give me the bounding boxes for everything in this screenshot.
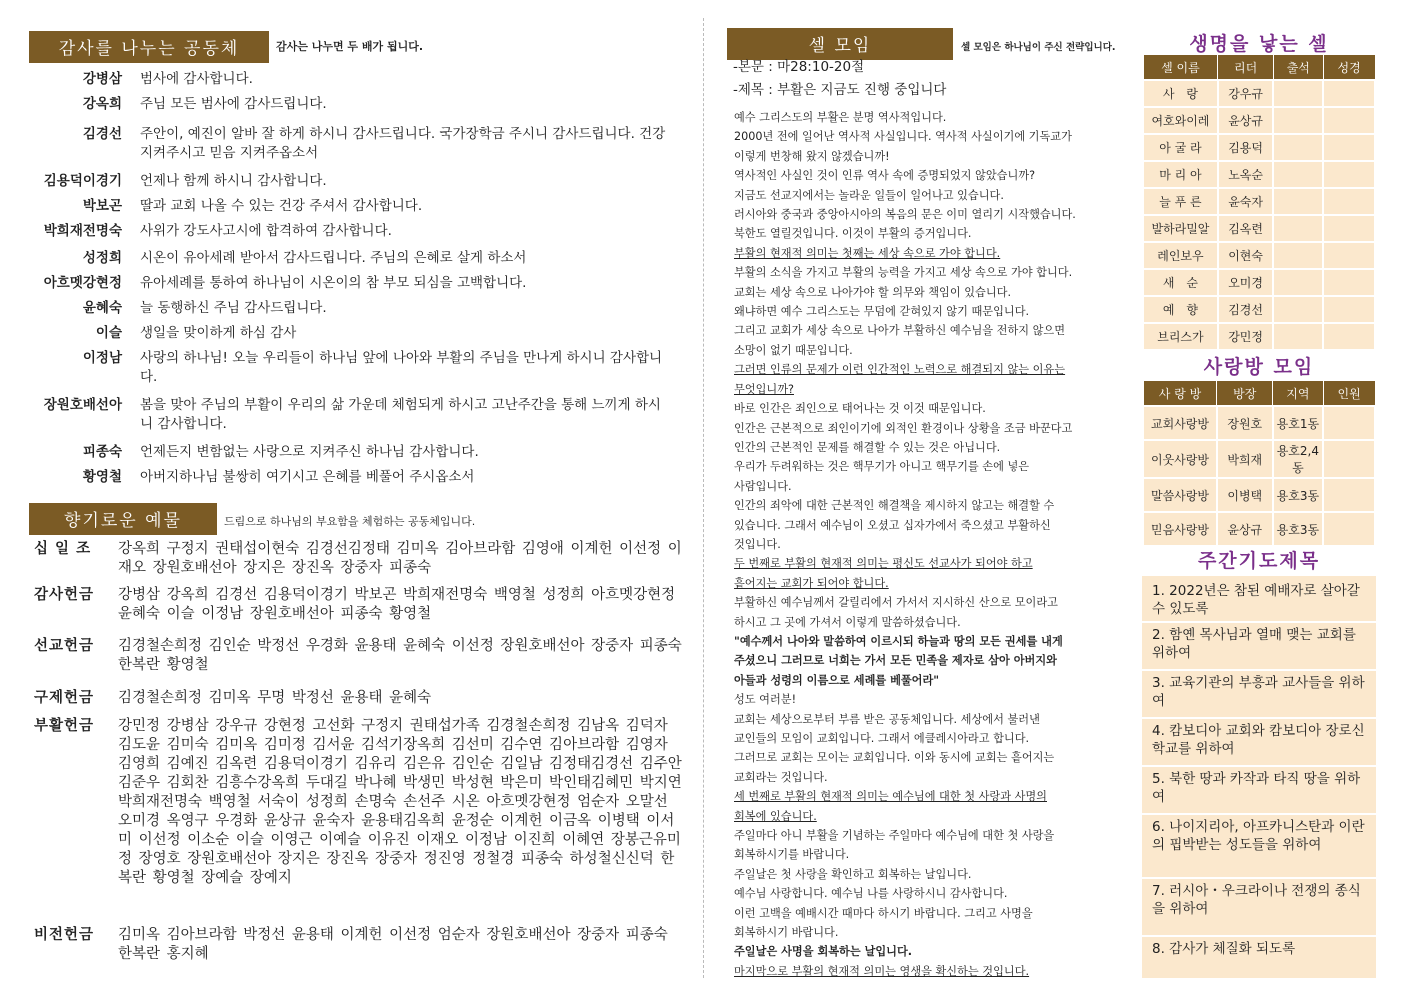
cell-meeting-header: 셀 모임	[727, 28, 953, 60]
prayer-item: 8. 감사가 체질화 되도록	[1152, 941, 1296, 957]
prayer-item: 5. 북한 땅과 카작과 타직 땅을 위하여	[1152, 771, 1361, 805]
thanks-name: 박희재전명숙	[43, 223, 122, 239]
offering-label: 부활헌금	[34, 718, 95, 734]
thanks-name: 성정희	[82, 250, 122, 266]
sermon-line: 왜냐하면 예수 그리스도는 무덤에 갇혀있지 않기 때문입니다.	[734, 305, 1030, 319]
table-cell	[1273, 269, 1323, 296]
cell-row	[1143, 80, 1375, 107]
table-cell	[1323, 80, 1375, 107]
table-cell: 오미경	[1218, 269, 1274, 296]
prayer-title: 주간기도제목	[1197, 550, 1321, 572]
table-cell	[1273, 296, 1323, 323]
offering-label: 비전헌금	[34, 927, 95, 943]
sermon-line: 2000년 전에 일어난 역사적 사실입니다. 역사적 사실이기에 기독교가	[734, 130, 1072, 144]
offering-row	[34, 717, 684, 888]
table-cell: 용호3동	[1273, 478, 1324, 512]
thanks-text: 사위가 강도사고시에 합격하여 감사합니다.	[140, 223, 392, 239]
table-cell: 강민정	[1218, 323, 1274, 350]
table-cell: 박희재	[1217, 440, 1273, 478]
table-cell: 노옥순	[1218, 161, 1274, 188]
table-cell: 김용덕	[1218, 134, 1274, 161]
thanks-text: 언제나 함께 하시니 감사합니다.	[140, 173, 327, 189]
thanks-text: 언제든지 변함없는 사랑으로 지켜주신 하나님 감사합니다.	[140, 444, 479, 460]
prayer-item: 2. 함옌 목사님과 열매 맺는 교회를 위하여	[1152, 627, 1356, 661]
table-cell: 윤상규	[1218, 107, 1274, 134]
cell-row	[1143, 215, 1375, 242]
prayer-separator	[1142, 877, 1376, 879]
thanks-name: 피종숙	[82, 444, 122, 460]
sermon-line: 흩어지는 교회가 되어야 합니다.	[734, 576, 889, 590]
thanks-row	[30, 324, 670, 343]
sermon-line: 있습니다. 그래서 예수님이 오셨고 십자가에서 죽으셨고 부활하신	[734, 518, 1051, 532]
offering-row	[34, 586, 684, 624]
sermon-line: "예수께서 나아와 말씀하여 이르시되 하늘과 땅의 모든 권세를 내게	[734, 634, 1063, 648]
cell-row	[1143, 188, 1375, 215]
table-cell	[1273, 80, 1323, 107]
sermon-line: 바로 인간은 죄인으로 태어나는 것 이것 때문입니다.	[734, 402, 986, 416]
offering-label: 선교헌금	[34, 638, 95, 654]
table-cell: 장원호	[1217, 406, 1273, 440]
sermon-body	[734, 108, 1129, 981]
prayer-item: 4. 캄보디아 교회와 캄보디아 장로신학교를 위하여	[1152, 723, 1365, 757]
thanks-header: 감사를 나누는 공동체	[29, 31, 269, 63]
thanks-text: 사랑의 하나님! 오늘 우리들이 하나님 앞에 나아와 부활의 주님을 만나게 하시니 감사합니다.	[140, 350, 663, 385]
table-cell	[1273, 134, 1323, 161]
offering-subtitle: 드림으로 하나님의 부요함을 체험하는 공동체입니다.	[224, 515, 476, 528]
table-cell	[1323, 161, 1375, 188]
offering-names: 강옥희 구정지 권태섭이현숙 김경선김정태 김미옥 김아브라함 김영애 이계헌 이선정 이재오 장원호배선아 장지은 장진옥 장중자 피종숙	[118, 541, 682, 576]
room-table	[1142, 380, 1376, 547]
table-header-cell: 방장	[1217, 381, 1273, 407]
table-header-cell: 셀 이름	[1143, 55, 1218, 81]
prayer-separator	[1142, 813, 1376, 815]
room-row	[1143, 478, 1375, 512]
thanks-name: 이슬	[95, 325, 122, 341]
sermon-line: 회복하시기를 바랍니다.	[734, 848, 850, 862]
sermon-line: 세 번째로 부활의 현재적 의미는 예수님에 대한 첫 사랑과 사명의	[734, 790, 1047, 804]
sermon-line: 예수님 사랑합니다. 예수님 나를 사랑하시니 감사합니다.	[734, 887, 1008, 901]
table-cell: 마 리 아	[1143, 161, 1218, 188]
sermon-line: 아들과 성령의 이름으로 세례를 베풀어라"	[734, 673, 940, 687]
table-cell: 사 랑	[1143, 80, 1218, 107]
table-cell: 용호1동	[1273, 406, 1324, 440]
room-row	[1143, 440, 1375, 478]
sermon-line: 지금도 선교지에서는 놀라운 일들이 일어나고 있습니다.	[734, 188, 1004, 202]
table-cell	[1273, 215, 1323, 242]
table-header-cell: 지역	[1273, 381, 1324, 407]
thanks-row	[30, 349, 670, 387]
thanks-name: 강병삼	[82, 71, 122, 87]
offering-names: 김미옥 김아브라함 박정선 윤용태 이계헌 이선정 엄순자 장원호배선아 장중자 피종숙 한복란 홍지혜	[118, 927, 668, 962]
table-cell: 믿음사랑방	[1143, 512, 1217, 546]
room-table-title: 사랑방 모임	[1203, 356, 1315, 378]
table-cell: 교회사랑방	[1143, 406, 1217, 440]
offering-label: 십 일 조	[34, 541, 92, 557]
cell-table	[1142, 54, 1376, 351]
cell-row	[1143, 269, 1375, 296]
table-header-cell: 성경	[1323, 55, 1375, 81]
table-cell	[1323, 478, 1375, 512]
sermon-line: 회복하시기 바랍니다.	[734, 926, 839, 940]
table-cell	[1323, 323, 1375, 350]
table-cell: 김옥련	[1218, 215, 1274, 242]
sermon-line: 소망이 없기 때문입니다.	[734, 343, 853, 357]
sermon-line: 주셨으니 그러므로 너희는 가서 모든 민족을 제자로 삼아 아버지와	[734, 654, 1057, 668]
offering-label: 감사헌금	[34, 587, 95, 603]
table-cell: 새 순	[1143, 269, 1218, 296]
thanks-text: 딸과 교회 나올 수 있는 건강 주셔서 감사합니다.	[140, 198, 423, 214]
sermon-line: 인간은 근본적으로 죄인이기에 외적인 환경이나 상황을 조금 바꾼다고	[734, 421, 1073, 435]
table-cell	[1273, 323, 1323, 350]
sermon-line: 교회는 세상으로부터 부름 받은 공동체입니다. 세상에서 불러낸	[734, 712, 1040, 726]
thanks-row	[30, 249, 670, 268]
thanks-name: 김경선	[82, 126, 122, 142]
sermon-line: 인간의 죄악에 대한 근본적인 해결책을 제시하지 않고는 해결할 수	[734, 499, 1055, 513]
table-cell: 이병택	[1217, 478, 1273, 512]
prayer-item: 7. 러시아・우크라이나 전쟁의 종식을 위하여	[1152, 883, 1361, 917]
prayer-item: 6. 나이지리아, 아프카니스탄과 이란의 핍박받는 성도들을 위하여	[1152, 819, 1365, 853]
table-cell: 레인보우	[1143, 242, 1218, 269]
table-cell	[1323, 107, 1375, 134]
thanks-text: 시온이 유아세례 받아서 감사드립니다. 주님의 은혜로 살게 하소서	[140, 250, 527, 266]
offering-names: 강민정 강병삼 강우규 강현정 고선화 구정지 권태섭가족 김경철손희정 김남옥 김덕자 김도윤 김미숙 김미옥 김미정 김서윤 김석기장옥희 김선미 김수연 김아브라함 김영자 김영희 김예진 김옥련 김용덕이경기 김유리 김은유 김인순 김일남 김정태김경선 김주안 김준우 김회찬 김흥수강옥희 두대길 박나혜 박생민 박성현 박은미 박인태김혜민 박지연 박희재전명숙 백영철 서숙이 성정희 손명숙 손선주 시온 아흐멧강현정 엄순자 오말선 오미경 옥영구 우경화 윤상규 윤숙자 윤용태김옥희 윤정순 이계헌 이금옥 이병택 이서미 이선정 이소순 이슬 이영근 이예슬 이유진 이재오 이정남 이진희 이혜연 장봉근유미정 장영호 장원호배선아 장지은 장진옥 장중자 정진영 정철경 피종숙 하성철신신덕 한복란 황영철 장예슬 장예지	[118, 718, 682, 886]
table-cell: 김경선	[1218, 296, 1274, 323]
thanks-text: 주님 모든 범사에 감사드립니다.	[140, 96, 327, 112]
offering-names: 김경철손희정 김인순 박정선 우경화 윤용태 윤혜숙 이선정 장원호배선아 장중자 피종숙 한복란 황영철	[118, 638, 682, 673]
table-cell	[1273, 188, 1323, 215]
thanks-row	[30, 197, 670, 216]
sermon-line: 그러면 인류의 문제가 이런 인간적인 노력으로 해결되지 않는 이유는	[734, 363, 1066, 377]
table-cell	[1323, 188, 1375, 215]
thanks-text: 범사에 감사합니다.	[140, 71, 253, 87]
table-header-cell: 인원	[1323, 381, 1375, 407]
sermon-scripture: -본문 : 마28:10-20절	[733, 59, 865, 75]
cell-meeting-subtitle: 셀 모임은 하나님이 주신 전략입니다.	[961, 42, 1116, 53]
cell-table-title: 생명을 낳는 셀	[1189, 33, 1329, 55]
thanks-row	[30, 172, 670, 191]
thanks-text: 생일을 맞이하게 하심 감사	[140, 325, 297, 341]
sermon-title: -제목 : 부활은 지금도 진행 중입니다	[733, 82, 947, 98]
sermon-line: 그리고 교회가 세상 속으로 나아가 부활하신 예수님을 전하지 않으면	[734, 324, 1066, 338]
table-cell	[1323, 440, 1375, 478]
thanks-name: 김용덕이경기	[43, 173, 122, 189]
thanks-row	[30, 274, 670, 293]
prayer-separator	[1142, 935, 1376, 937]
sermon-line: 마지막으로 부활의 현재적 의미는 영생을 확신하는 것입니다.	[734, 964, 1030, 978]
thanks-text: 늘 동행하신 주님 감사드립니다.	[140, 300, 327, 316]
thanks-text: 유아세례를 통하여 하나님이 시온이의 참 부모 되심을 고백합니다.	[140, 275, 527, 291]
table-cell: 늘 푸 른	[1143, 188, 1218, 215]
table-cell: 발하라밀알	[1143, 215, 1218, 242]
table-cell: 이현숙	[1218, 242, 1274, 269]
room-row	[1143, 406, 1375, 440]
thanks-name: 이정남	[82, 350, 122, 366]
sermon-line: 성도 여러분!	[734, 693, 797, 707]
sermon-line: 주일날은 사명을 회복하는 날입니다.	[734, 945, 913, 959]
thanks-row	[30, 125, 670, 163]
thanks-text: 아버지하나님 불쌍히 여기시고 은혜를 베풀어 주시옵소서	[140, 469, 475, 485]
table-cell: 예 향	[1143, 296, 1218, 323]
thanks-name: 황영철	[82, 469, 122, 485]
thanks-name: 장원호배선아	[43, 397, 122, 413]
sermon-line: 주일마다 아니 부활을 기념하는 주일마다 예수님에 대한 첫 사랑을	[734, 829, 1055, 843]
cell-row	[1143, 323, 1375, 350]
thanks-row	[30, 299, 670, 318]
thanks-text: 주안이, 예진이 알바 잘 하게 하시니 감사드립니다. 국가장학금 주시니 감사드립니다. 건강 지켜주시고 믿음 지켜주옵소서	[140, 126, 666, 161]
table-cell	[1323, 215, 1375, 242]
sermon-line: 교회는 세상 속으로 나아가야 할 의무와 책임이 있습니다.	[734, 285, 1012, 299]
cell-row	[1143, 242, 1375, 269]
table-cell	[1323, 269, 1375, 296]
thanks-row	[30, 396, 670, 434]
thanks-subtitle: 감사는 나누면 두 배가 됩니다.	[276, 40, 424, 53]
table-header-cell: 리더	[1218, 55, 1274, 81]
thanks-row	[30, 468, 670, 487]
offering-row	[34, 540, 684, 578]
sermon-line: 두 번째로 부활의 현재적 의미는 평신도 선교사가 되어야 하고	[734, 557, 1033, 571]
cell-row	[1143, 296, 1375, 323]
prayer-item: 1. 2022년은 참된 예배자로 살아갈 수 있도록	[1152, 583, 1360, 617]
offering-row	[34, 926, 684, 964]
room-row	[1143, 512, 1375, 546]
page-divider	[703, 18, 704, 978]
prayer-list	[1142, 576, 1376, 978]
table-cell: 용호3동	[1273, 512, 1324, 546]
sermon-line: 예수 그리스도의 부활은 분명 역사적입니다.	[734, 111, 947, 124]
cell-row	[1143, 161, 1375, 188]
table-cell: 강우규	[1218, 80, 1274, 107]
sermon-line: 교회라는 것입니다.	[734, 770, 828, 784]
table-cell: 아 굴 라	[1143, 134, 1218, 161]
thanks-row	[30, 443, 670, 462]
sermon-line: 사람입니다.	[734, 479, 792, 493]
offering-row	[34, 637, 684, 675]
table-cell: 여호와이레	[1143, 107, 1218, 134]
thanks-row	[30, 222, 670, 241]
offering-label: 구제헌금	[34, 690, 95, 706]
table-cell	[1273, 242, 1323, 269]
sermon-line: 주일날은 첫 사랑을 확인하고 회복하는 날입니다.	[734, 867, 972, 881]
prayer-separator	[1142, 717, 1376, 719]
prayer-separator	[1142, 765, 1376, 767]
sermon-line: 부활의 소식을 가지고 부활의 능력을 가지고 세상 속으로 가야 합니다.	[734, 266, 1073, 280]
offering-header: 향기로운 예물	[29, 503, 217, 535]
cell-row	[1143, 107, 1375, 134]
sermon-line: 회복에 있습니다.	[734, 809, 817, 823]
table-header-cell: 사 랑 방	[1143, 381, 1217, 407]
table-cell	[1273, 161, 1323, 188]
sermon-line: 역사적인 사실인 것이 인류 역사 속에 증명되었지 않았습니까?	[734, 169, 1036, 183]
table-cell	[1323, 242, 1375, 269]
table-cell	[1273, 107, 1323, 134]
prayer-item: 3. 교육기관의 부흥과 교사들을 위하여	[1152, 675, 1365, 709]
offering-row	[34, 689, 684, 708]
sermon-line: 교인들의 모임이 교회입니다. 그래서 에클레시아라고 합니다.	[734, 732, 1030, 745]
sermon-line: 그러므로 교회는 모이는 교회입니다. 이와 동시에 교회는 흩어지는	[734, 751, 1055, 765]
table-cell: 이웃사랑방	[1143, 440, 1217, 478]
table-cell	[1323, 512, 1375, 546]
sermon-line: 부활의 현재적 의미는 첫째는 세상 속으로 가야 합니다.	[734, 246, 1001, 260]
sermon-line: 무엇입니까?	[734, 382, 794, 396]
sermon-line: 것입니다.	[734, 537, 781, 551]
prayer-separator	[1142, 621, 1376, 623]
sermon-line: 부활하신 예수님께서 갈릴리에서 가서서 지시하신 산으로 모이라고	[734, 596, 1058, 610]
table-cell: 브리스가	[1143, 323, 1218, 350]
table-cell: 용호2,4동	[1273, 440, 1324, 478]
offering-names: 김경철손희정 김미옥 무명 박정선 윤용태 윤혜숙	[118, 690, 432, 706]
table-cell	[1323, 134, 1375, 161]
thanks-text: 봄을 맞아 주님의 부활이 우리의 삶 가운데 체험되게 하시고 고난주간을 통해 느끼게 하시니 감사합니다.	[140, 397, 661, 432]
thanks-row	[30, 70, 670, 89]
thanks-name: 박보곤	[82, 198, 122, 214]
thanks-name: 윤혜숙	[82, 300, 122, 316]
thanks-name: 강옥희	[82, 96, 122, 112]
offering-names: 강병삼 강옥희 김경선 김용덕이경기 박보곤 박희재전명숙 백영철 성정희 아흐멧강현정 윤혜숙 이슬 이정남 장원호배선아 피종숙 황영철	[118, 587, 676, 622]
sermon-line: 하시고 그 곳에 가셔서 이렇게 말씀하셨습니다.	[734, 615, 961, 629]
sermon-line: 이런 고백을 예배시간 때마다 하시기 바랍니다. 그리고 사명을	[734, 906, 1033, 920]
table-cell	[1323, 406, 1375, 440]
cell-row	[1143, 134, 1375, 161]
sermon-line: 우리가 두려워하는 것은 핵무기가 아니고 핵무기를 손에 넣은	[734, 460, 1030, 474]
sermon-line: 인간의 근본적인 문제를 해결할 수 있는 것은 아닙니다.	[734, 440, 1001, 454]
thanks-row	[30, 95, 670, 114]
sermon-line: 이렇게 번창해 왔지 않겠습니까!	[734, 149, 890, 163]
table-cell: 윤숙자	[1218, 188, 1274, 215]
sermon-line: 러시아와 중국과 중앙아시아의 복음의 문은 이미 열리기 시작했습니다.	[734, 208, 1076, 222]
prayer-separator	[1142, 669, 1376, 671]
sermon-line: 북한도 열릴것입니다. 이것이 부활의 증거입니다.	[734, 227, 972, 241]
table-cell: 윤상규	[1217, 512, 1273, 546]
table-cell: 말씀사랑방	[1143, 478, 1217, 512]
thanks-name: 아흐멧강현정	[43, 275, 122, 291]
table-cell	[1323, 296, 1375, 323]
table-header-cell: 출석	[1273, 55, 1323, 81]
